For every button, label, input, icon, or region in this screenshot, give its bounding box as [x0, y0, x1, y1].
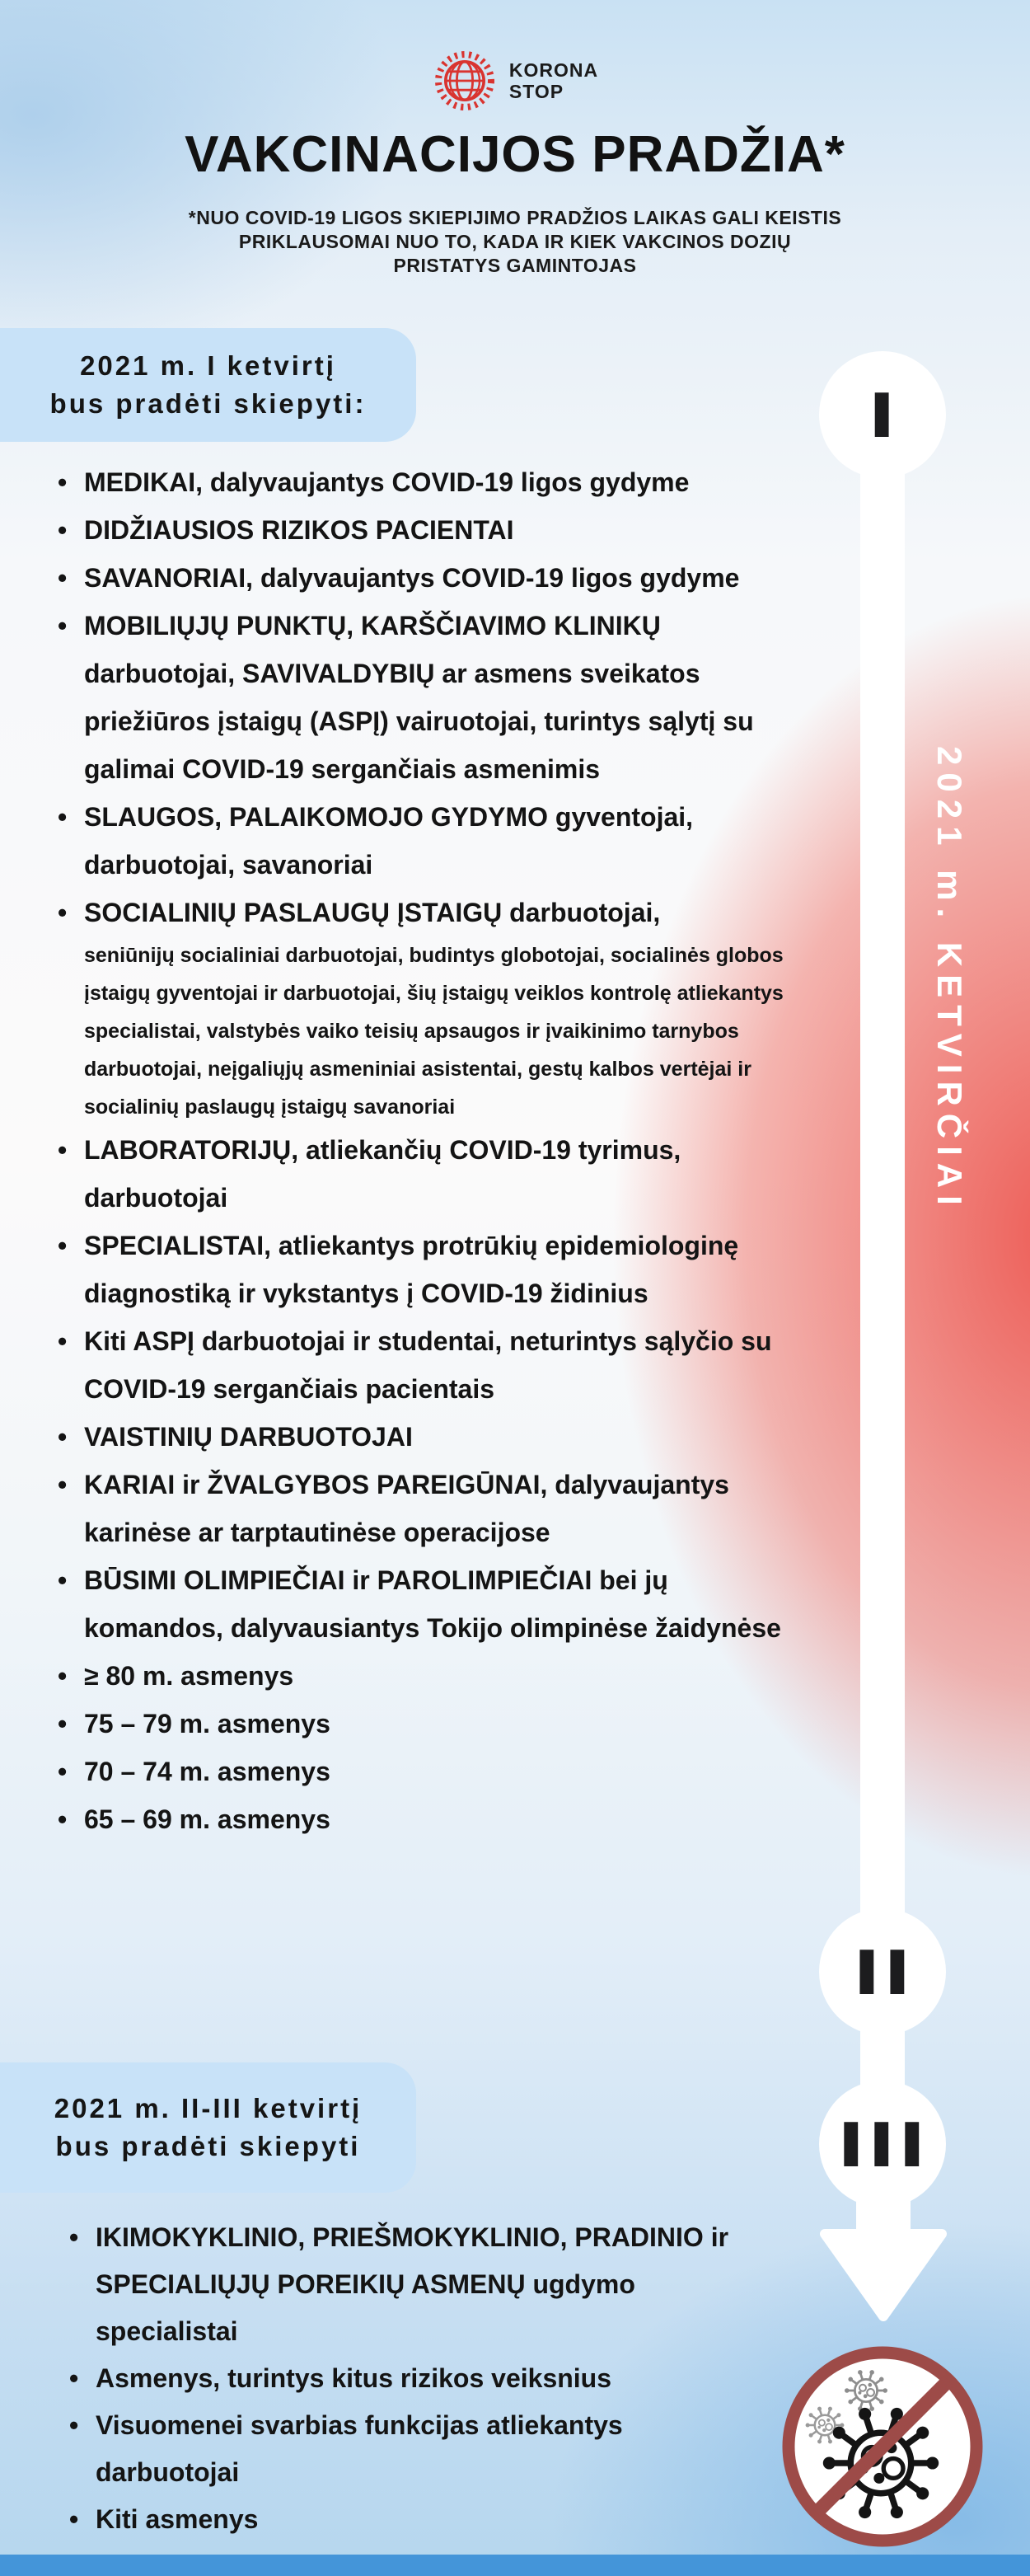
list-item-text: SLAUGOS, PALAIKOMOJO GYDYMO gyventojai, darbuotojai, savanoriai [84, 802, 694, 880]
list-item-text: 70 – 74 m. asmenys [84, 1757, 330, 1786]
list-item [53, 554, 784, 602]
list-item [53, 1461, 784, 1556]
list-item [53, 1652, 784, 1700]
list-item-text: MOBILIŲJŲ PUNKTŲ, KARŠČIAVIMO KLINIKŲ darbuotojai, SAVIVALDYBIŲ ar asmens sveikatos priežiūros įstaigų (ASPĮ) vairuotojai, turintys sąlytį su galimai COVID-19 sergančiais asmenimis [84, 611, 754, 784]
logo-text [509, 59, 598, 102]
list-item-text: SAVANORIAI, dalyvaujantys COVID-19 ligos gydyme [84, 563, 740, 593]
roman-numeral-iii: III [837, 2107, 930, 2180]
bottom-bar [0, 2555, 1030, 2576]
list-item-text: DIDŽIAUSIOS RIZIKOS PACIENTAI [84, 515, 514, 545]
list-item [53, 1413, 784, 1461]
quarter23-heading-box [0, 2062, 416, 2193]
logo-text-line1: KORONA [508, 59, 599, 81]
list-item [53, 1556, 784, 1652]
list-item-text: Asmenys, turintys kitus rizikos veiksnius [96, 2363, 612, 2393]
list-item-text: 75 – 79 m. asmenys [84, 1709, 330, 1738]
list-item-text: LABORATORIJŲ, atliekančių COVID-19 tyrimus, darbuotojai [84, 1135, 681, 1213]
quarters-side-label: 2021 m. KETVIRČIAI [930, 746, 969, 1213]
list-item [53, 458, 784, 506]
list-item-text: KARIAI ir ŽVALGYBOS PAREIGŪNAI, dalyvaujantys karinėse ar tarptautinėse operacijose [84, 1470, 729, 1547]
list-item [53, 602, 784, 793]
list-item-text: Kiti ASPĮ darbuotojai ir studentai, neturintys sąlyčio su COVID-19 sergančiais pacientais [84, 1326, 772, 1404]
down-arrow-icon [812, 2196, 953, 2328]
list-item-note: seniūnijų socialiniai darbuotojai, budintys globotojai, socialinės globos įstaigų gyventojai ir darbuotojai, šių įstaigų veiklos kontrolę atliekantys specialistai, valstybės vaiko teisių apsaugos ir įvaikinimo tarnybos darbuotojai, neįgaliųjų asmeniniai asistentai, gestų kalbos vertėjai ir socialinių paslaugų įstaigų savanoriai [84, 944, 784, 1119]
quarter23-heading-line1: 2021 m. II-III ketvirtį [54, 2093, 363, 2123]
timeline-marker-quarter-3 [819, 2081, 946, 2208]
virus-sun-globe-icon [432, 48, 498, 114]
list-item-text: Kiti asmenys [96, 2504, 259, 2534]
list-item [53, 1795, 784, 1843]
timeline-marker-quarter-2 [819, 1908, 946, 2035]
list-item-text: IKIMOKYKLINIO, PRIEŠMOKYKLINIO, PRADINIO ir SPECIALIŲJŲ POREIKIŲ ASMENŲ ugdymo specialistai [96, 2222, 729, 2346]
no-virus-icon [774, 2338, 991, 2555]
subtitle-line: PRIKLAUSOMAI NUO TO, KADA IR KIEK VAKCINOS DOZIŲ [238, 231, 792, 252]
list-item [64, 2496, 732, 2543]
subtitle-line: PRISTATYS GAMINTOJAS [393, 255, 637, 276]
list-item [53, 1222, 784, 1317]
list-item-text: ≥ 80 m. asmenys [84, 1661, 294, 1691]
quarter1-list [53, 458, 784, 1843]
logo-text-line2: STOP [508, 81, 564, 102]
quarter23-list [64, 2214, 732, 2543]
quarter1-heading-line2: bus pradėti skiepyti: [49, 388, 367, 419]
list-item-text: VAISTINIŲ DARBUOTOJAI [84, 1422, 413, 1452]
page-title: VAKCINACIJOS PRADŽIA* [185, 126, 845, 183]
list-item [53, 1700, 784, 1748]
timeline-marker-quarter-1 [819, 351, 946, 478]
list-item-text: 65 – 69 m. asmenys [84, 1804, 330, 1834]
list-item [53, 506, 784, 554]
logo [0, 48, 1030, 114]
quarter1-heading-box [0, 328, 416, 442]
list-item [53, 793, 784, 889]
list-item-text: BŪSIMI OLIMPIEČIAI ir PAROLIMPIEČIAI bei jų komandos, dalyvausiantys Tokijo olimpinėse žaidynėse [84, 1565, 781, 1643]
list-item [53, 1748, 784, 1795]
list-item [64, 2214, 732, 2355]
roman-numeral-ii: II [853, 1935, 915, 2008]
list-item [64, 2355, 732, 2402]
roman-numeral-i: I [868, 378, 899, 451]
quarter23-heading-line2: bus pradėti skiepyti [55, 2131, 361, 2161]
list-item-text: SPECIALISTAI, atliekantys protrūkių epidemiologinę diagnostiką ir vykstantys į COVID-19 židinius [84, 1231, 739, 1308]
subtitle [0, 206, 1030, 278]
subtitle-line: *NUO COVID-19 LIGOS SKIEPIJIMO PRADŽIOS LAIKAS GALI KEISTIS [188, 207, 842, 228]
list-item-text: Visuomenei svarbias funkcijas atliekantys darbuotojai [96, 2410, 623, 2487]
list-item-text: SOCIALINIŲ PASLAUGŲ ĮSTAIGŲ darbuotojai, [84, 898, 661, 927]
list-item [53, 1317, 784, 1413]
list-item [64, 2402, 732, 2496]
list-item [53, 1126, 784, 1222]
list-item [53, 889, 784, 1126]
list-item-text: MEDIKAI, dalyvaujantys COVID-19 ligos gydyme [84, 467, 690, 497]
quarter1-heading-line1: 2021 m. I ketvirtį [80, 350, 336, 381]
